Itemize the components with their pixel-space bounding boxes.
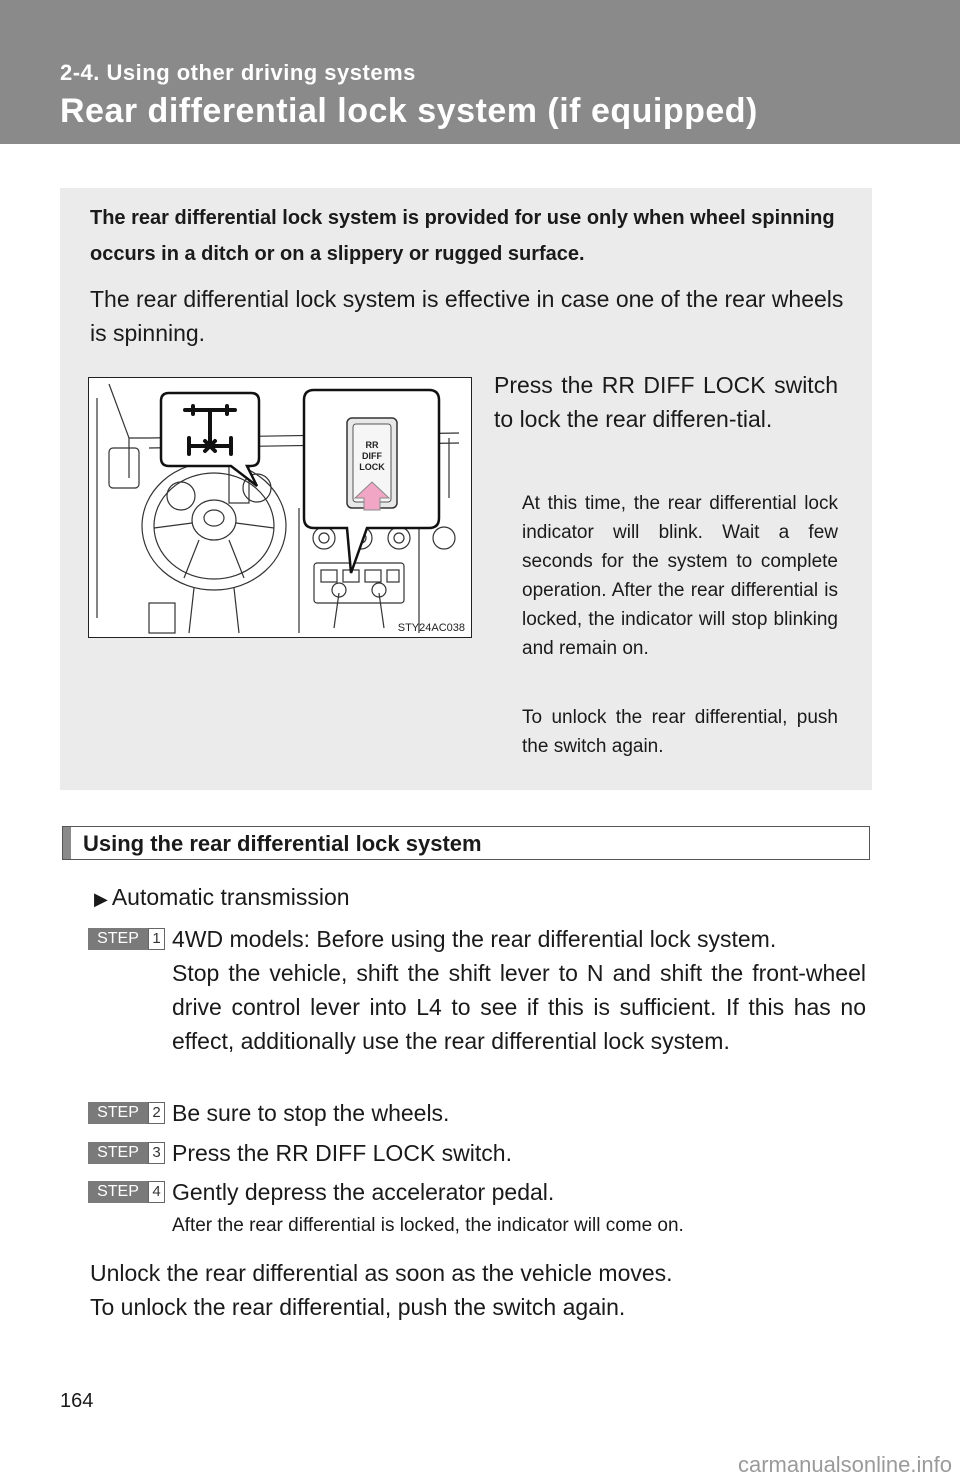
footer-watermark: carmanualsonline.info (737, 1452, 952, 1477)
subsection-heading (62, 826, 870, 860)
section-label: 2-4. Using other driving systems (60, 60, 416, 85)
page-title: Rear differential lock system (if equipped) (60, 92, 758, 130)
step-badge: STEP 3 (88, 1142, 164, 1164)
instruction-text: Press the RR DIFF LOCK switch to lock the rear differen-tial. (494, 372, 838, 432)
step-4-note: After the rear differential is locked, the indicator will come on. (172, 1215, 684, 1236)
info-bold-text: The rear differential lock system is provided for use only when wheel spinning occurs in a ditch or on a slippery or rugged surface. (90, 207, 835, 265)
info-intro: The rear differential lock system is effective in case one of the rear wheels is spinning. (90, 286, 844, 346)
page-number: 164 (60, 1390, 94, 1412)
closing-line-2: To unlock the rear differential, push the switch again. (90, 1294, 626, 1320)
closing-line-1: Unlock the rear differential as soon as the vehicle moves. (90, 1260, 673, 1286)
step-badge: STEP 1 (88, 928, 164, 950)
dashboard-illustration (88, 377, 472, 638)
subsection-title: Using the rear differential lock system (83, 831, 482, 856)
closing-text (90, 1256, 673, 1324)
step-continuation: Stop the vehicle, shift the shift lever to N and shift the front-wheel drive control lever into L4 to see if this is sufficient. If this has no effect, additionally use the rear differential lock system. (172, 960, 866, 1054)
step-text: Gently depress the accelerator pedal. (172, 1179, 555, 1205)
transmission-text: Automatic transmission (111, 884, 350, 910)
step-badge: STEP 4 (88, 1181, 164, 1203)
step-text: 4WD models: Before using the rear differential lock system. (172, 926, 777, 952)
triangle-bullet-icon: ▶ (94, 889, 108, 909)
step-badge: STEP 2 (88, 1102, 164, 1124)
heading-bar (63, 827, 71, 859)
switch-text-line-2: DIFF (362, 451, 382, 461)
figure-code: STY24AC038 (397, 622, 465, 634)
blink-note: At this time, the rear differential lock indicator will blink. Wait a few seconds for the system to complete operation. After the rear differential is locked, the indicator will stop blinking and remain on. (522, 493, 838, 659)
switch-text-line-3: LOCK (359, 462, 385, 472)
switch-text-line-1: RR (365, 440, 379, 450)
transmission-label (94, 884, 350, 911)
step-text: Press the RR DIFF LOCK switch. (172, 1140, 512, 1166)
step-text: Be sure to stop the wheels. (172, 1100, 450, 1126)
unlock-note: To unlock the rear differential, push the switch again. (522, 707, 838, 757)
page-header (0, 0, 960, 144)
